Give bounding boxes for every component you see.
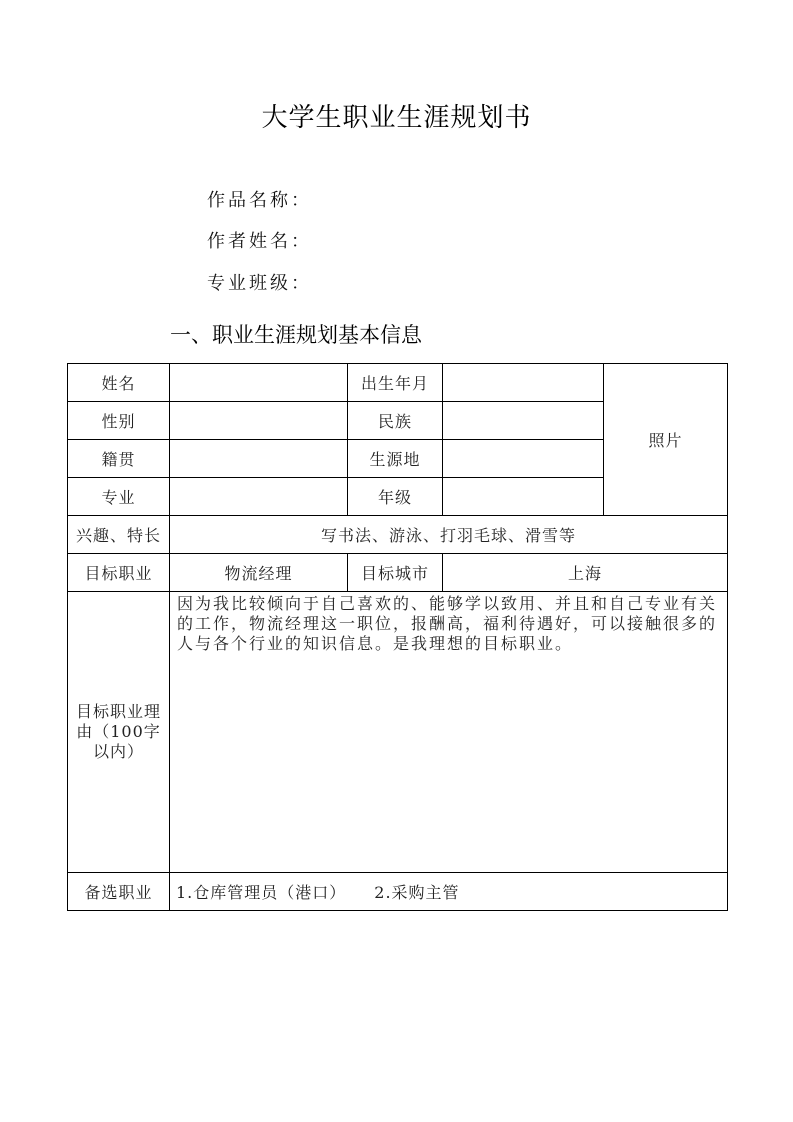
field-origin[interactable] [443, 440, 604, 478]
label-major: 专业 [68, 478, 170, 516]
label-alternatives: 备选职业 [68, 873, 170, 911]
alternative-item: 1.仓库管理员（港口） [176, 883, 347, 902]
field-target-city[interactable]: 上海 [443, 554, 728, 592]
label-native-place: 籍贯 [68, 440, 170, 478]
label-name: 姓名 [68, 364, 170, 402]
field-gender[interactable] [170, 402, 348, 440]
meta-work-name [207, 189, 312, 213]
label-birth: 出生年月 [348, 364, 443, 402]
field-alternatives[interactable] [170, 873, 728, 911]
alternative-item: 2.采购主管 [374, 883, 460, 902]
section-heading: 一、职业生涯规划基本信息 [170, 323, 422, 347]
table-row [68, 364, 728, 402]
table-row [68, 592, 728, 873]
photo-cell[interactable]: 照片 [604, 364, 728, 516]
meta-author-name [207, 230, 312, 254]
label-target-career: 目标职业 [68, 554, 170, 592]
label-reason: 目标职业理由（100字以内） [68, 592, 170, 873]
label-origin: 生源地 [348, 440, 443, 478]
meta-label: 作品名称： [207, 190, 312, 211]
field-native-place[interactable] [170, 440, 348, 478]
table-row [68, 554, 728, 592]
field-grade[interactable] [443, 478, 604, 516]
document-title: 大学生职业生涯规划书 [261, 103, 532, 133]
field-target-career[interactable]: 物流经理 [170, 554, 348, 592]
table-row [68, 873, 728, 911]
label-grade: 年级 [348, 478, 443, 516]
meta-label: 作者姓名： [207, 231, 312, 252]
table-row [68, 516, 728, 554]
field-name[interactable] [170, 364, 348, 402]
label-ethnicity: 民族 [348, 402, 443, 440]
label-target-city: 目标城市 [348, 554, 443, 592]
field-birth[interactable] [443, 364, 604, 402]
field-interests[interactable]: 写书法、游泳、打羽毛球、滑雪等 [170, 516, 728, 554]
field-reason[interactable]: 因为我比较倾向于自己喜欢的、能够学以致用、并且和自己专业有关的工作，物流经理这一职位，报酬高，福利待遇好，可以接触很多的人与各个行业的知识信息。是我理想的目标职业。 [170, 592, 728, 873]
field-ethnicity[interactable] [443, 402, 604, 440]
field-major[interactable] [170, 478, 348, 516]
label-interests: 兴趣、特长 [68, 516, 170, 554]
meta-label: 专业班级： [207, 273, 312, 294]
label-gender: 性别 [68, 402, 170, 440]
meta-major-class [207, 272, 312, 296]
basic-info-table [67, 363, 728, 911]
